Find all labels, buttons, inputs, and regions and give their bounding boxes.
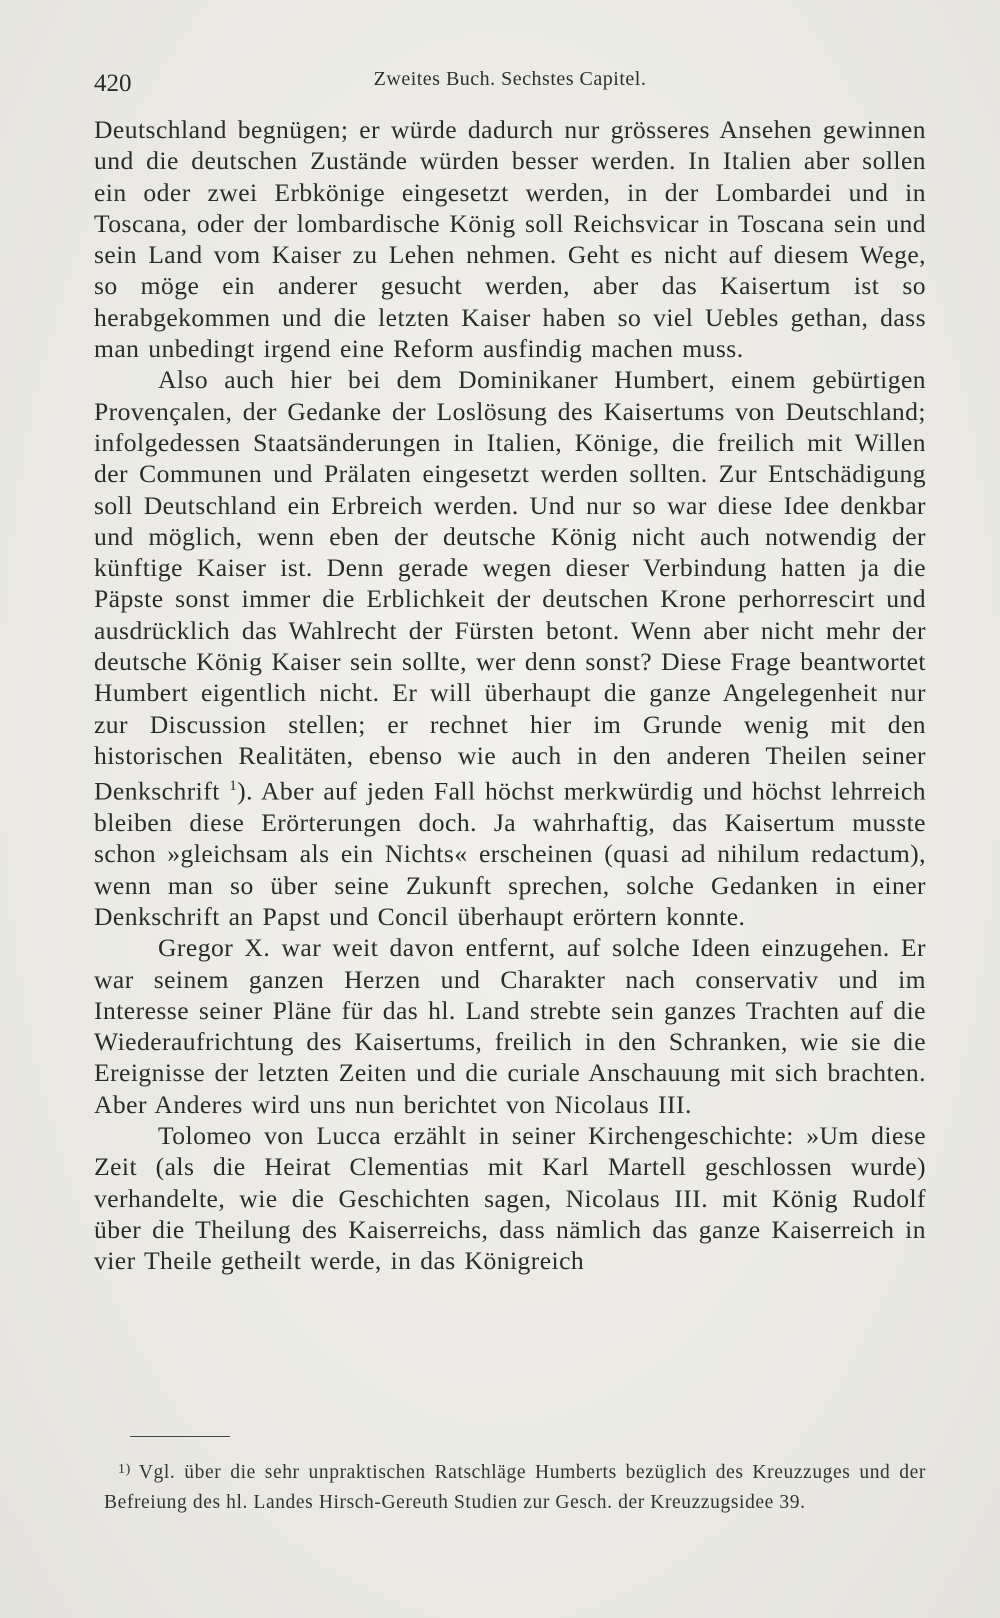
- footnote: [104, 1459, 926, 1516]
- paragraph-text: ). Aber auf jeden Fall höchst merkwürdig und höchst lehrreich bleiben diese Erörterungen doch. Ja wahrhaftig, das Kaisertum musste schon »gleichsam als ein Nichts« erscheinen (quasi ad nihilum redactum), wenn man so über seine Zukunft sprechen, solche Gedanken in einer Denkschrift an Papst und Concil überhaupt erörtern konnte.: [94, 776, 926, 931]
- body-text: [94, 114, 926, 1277]
- page-header: [94, 64, 926, 104]
- footnote-divider: [130, 1436, 230, 1437]
- paragraph: [94, 364, 926, 932]
- footnote-reference: 1: [229, 778, 238, 795]
- footnote-mark: 1): [118, 1462, 131, 1477]
- running-head: Zweites Buch. Sechstes Capitel.: [373, 68, 647, 90]
- footnote-text: Vgl. über die sehr unpraktischen Ratschläge Humberts bezüglich des Kreuzzuges und der Befreiung des hl. Landes Hirsch-Gereuth Studien zur Gesch. der Kreuzzugsidee 39.: [104, 1462, 926, 1513]
- page-number: 420: [94, 70, 132, 97]
- paragraph: Tolomeo von Lucca erzählt in seiner Kirchengeschichte: »Um diese Zeit (als die Heirat Clementias mit Karl Martell geschlossen wurde) verhandelte, wie die Geschichten sagen, Nicolaus III. mit König Rudolf über die Theilung des Kaiserreichs, dass nämlich das ganze Kaiserreich in vier Theile getheilt werde, in das Königreich: [94, 1121, 926, 1276]
- paragraph-text: Also auch hier bei dem Dominikaner Humbert, einem gebürtigen Provençalen, der Gedanke der Loslösung des Kaisertums von Deutschland; infolgedessen Staatsänderungen in Italien, Könige, die freilich mit Willen der Communen und Prälaten eingesetzt werden sollten. Zur Entschädigung soll Deutschland ein Erbreich werden. Und nur so war diese Idee denkbar und möglich, wenn eben der deutsche König nicht auch notwendig der künftige Kaiser ist. Denn gerade wegen dieser Verbindung hatten ja die Päpste sonst immer die Erblichkeit der deutschen Krone perhorrescirt und ausdrücklich das Wahlrecht der Fürsten betont. Wenn aber nicht mehr der deutsche König Kaiser sein sollte, wer denn sonst? Diese Frage beantwortet Humbert eigentlich nicht. Er will überhaupt die ganze Angelegenheit nur zur Discussion stellen; er rechnet hier im Grunde wenig mit den historischen Realitäten, ebenso wie auch in den anderen Theilen seiner Denkschrift: [94, 365, 926, 806]
- paragraph: Deutschland begnügen; er würde dadurch nur grösseres Ansehen gewinnen und die deutschen Zustände würden besser werden. In Italien aber sollen ein oder zwei Erbkönige eingesetzt werden, in der Lombardei und in Toscana, oder der lombardische König soll Reichsvicar in Toscana sein und sein Land vom Kaiser zu Lehen nehmen. Geht es nicht auf diesem Wege, so möge ein anderer gesucht werden, aber das Kaisertum ist so herabgekommen und die letzten Kaiser haben so viel Uebles gethan, dass man unbedingt irgend eine Reform ausfindig machen muss.: [94, 115, 926, 364]
- paragraph: Gregor X. war weit davon entfernt, auf solche Ideen einzugehen. Er war seinem ganzen Herzen und Charakter nach conservativ und im Interesse seiner Pläne für das hl. Land strebte sein ganzes Trachten auf die Wiederaufrichtung des Kaisertums, freilich in den Schranken, wie sie die Ereignisse der letzten Zeiten und die curiale Anschauung mit sich brachten. Aber Anderes wird uns nun berichtet von Nicolaus III.: [94, 933, 926, 1119]
